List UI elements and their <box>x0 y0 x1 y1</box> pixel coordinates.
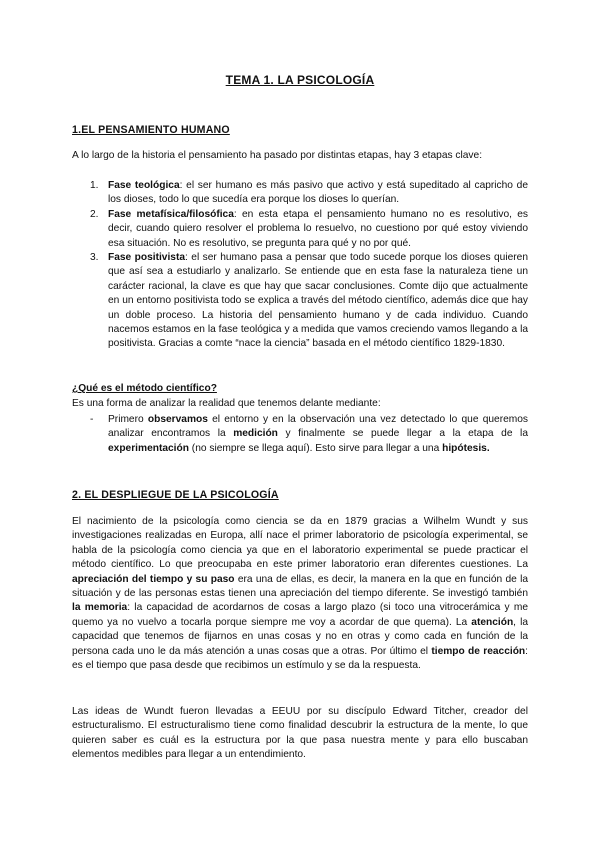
phase-description: : el ser humano pasa a pensar que todo sucede porque los dioses quieren que así sea a estudiarlo y analizarlo. Se entiende que en esta fase la naturaleza tiene un carácter racional, la clave es que hay que sacar conclusiones. Comte dijo que actualmente en un entorno positivista todo se explica a través del método científico, además dice que hay un doble proceso. La historia del pensamiento humano y de cada individuo. Cuando nacemos estamos en la fase teológica y a medida que vamos creciendo vamos llegando a la positivista. Gracias a comte “nace la ciencia” basada en el método científico 1829-1830. <box>108 252 528 350</box>
section-1-intro: A lo largo de la historia el pensamiento ha pasado por distintas etapas, hay 3 etapas clave: <box>72 150 483 161</box>
bold-term: tiempo de reacción <box>431 645 526 657</box>
phase-name: Fase positivista <box>108 252 186 264</box>
bold-term: apreciación del tiempo y su paso <box>72 573 235 585</box>
text-run: , la capacidad que tenemos de fijarnos en unas cosas y no en otras y como cada en función de la persona cada uno le da más atención a unas cosas que a otras. Por último el <box>72 616 529 657</box>
phase-description: : en esta etapa el pensamiento humano no es resolutivo, es decir, cuando quiero resolver el problema lo resuelvo, no cuestiono por qué estoy viviendo esa situación. No es resolutivo, se pregunta para qué y no por qué. <box>108 208 528 249</box>
dash-bullet: - <box>90 414 94 425</box>
phase-description: : el ser humano es más pasivo que activo y está supeditado al capricho de los dioses, todo lo que sucedía era porque los dioses lo querían. <box>108 180 528 206</box>
text-run: el entorno y en la observación una vez detectado lo que queremos analizar encontramos la <box>108 414 528 440</box>
text-run: (no siempre se llega aquí). Esto sirve para llegar a una <box>188 442 443 454</box>
method-steps-item <box>72 413 528 456</box>
bold-term: la memoria <box>72 602 128 614</box>
list-item <box>72 179 528 208</box>
section-1-heading: 1.EL PENSAMIENTO HUMANO <box>72 124 230 136</box>
bold-term: observamos <box>147 414 208 425</box>
list-number: 2. <box>90 208 99 220</box>
phase-name: Fase metafísica/filosófica <box>108 208 234 220</box>
text-run: y finalmente se puede llegar a la etapa de la <box>277 428 528 440</box>
list-item <box>72 251 528 352</box>
list-number: 1. <box>90 180 99 191</box>
text-run: Primero <box>108 414 148 425</box>
text-run: : es el tiempo que pasa desde que recibimos un estímulo y se da la respuesta. <box>72 645 528 672</box>
bold-term: hipótesis. <box>442 442 490 454</box>
list-number: 3. <box>90 252 99 264</box>
bold-term: atención <box>471 616 514 628</box>
method-steps-text <box>72 413 528 456</box>
text-run: era una de ellas, es decir, la manera en la que en función de la situación y de las personas estas tienen una apreciación del tiempo diferente. Se investigó también <box>72 573 528 600</box>
section-2-paragraph-2: Las ideas de Wundt fueron llevadas a EEUU por su discípulo Edward Titcher, creador del estructuralismo. El estructuralismo tiene como finalidad descubrir la estructura de la mente, lo que quieren saber es cuál es la estructura por la que pasa nuestra mente y para ello buscaban elementos medibles para llegar a un entendimiento. <box>72 706 528 761</box>
text-run: El nacimiento de la psicología como ciencia se da en 1879 gracias a Wilhelm Wundt y sus investigaciones realizadas en Europa, allí nace el primer laboratorio de psicología experimental, se habla de la psicología como ciencia ya que en el laboratorio experimental se puede practicar el método científico. Lo que preocupaba en este primer laboratorio eran diferentes cuestiones. La <box>72 516 528 571</box>
page-title: TEMA 1. LA PSICOLOGÍA <box>225 73 375 87</box>
text-run: : la capacidad de acordarnos de cosas a largo plazo (si toco una vitrocerámica y me quemo ya no vuelvo a tocarla porque siempre me voy a acordar de que quema). La <box>72 602 528 628</box>
section-2-paragraph-1 <box>72 515 528 673</box>
list-item <box>72 208 528 251</box>
bold-term: medición <box>233 428 278 440</box>
section-2-heading: 2. EL DESPLIEGUE DE LA PSICOLOGÍA <box>72 489 279 501</box>
method-definition: Es una forma de analizar la realidad que tenemos delante mediante: <box>72 398 381 409</box>
bold-term: experimentación <box>108 442 189 454</box>
phases-list <box>72 179 528 352</box>
question-heading: ¿Qué es el método científico? <box>72 383 217 394</box>
phase-name: Fase teológica <box>108 180 180 191</box>
